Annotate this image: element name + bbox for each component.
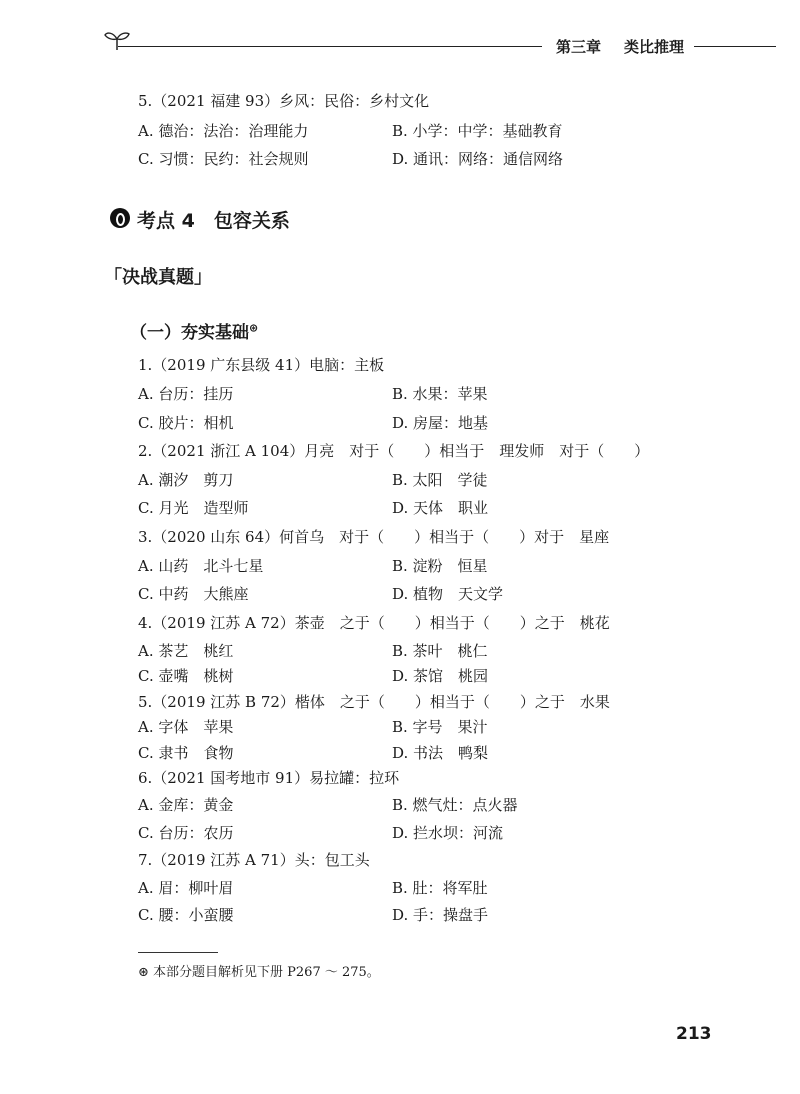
option-b: B. 肚：将军肚 — [392, 879, 488, 897]
option-c: C. 腰：小蛮腰 — [138, 906, 234, 924]
question-stem: 6.（2021 国考地市 91）易拉罐：拉环 — [138, 769, 400, 787]
option-b: B. 燃气灶：点火器 — [392, 796, 518, 814]
section-badge-icon — [110, 208, 130, 228]
option-a: A. 山药 北斗七星 — [138, 557, 264, 575]
subsection-title — [130, 318, 258, 343]
option-b: B. 茶叶 桃仁 — [392, 642, 488, 660]
option-d: D. 手：操盘手 — [392, 906, 489, 924]
option-c: C. 习惯：民约：社会规则 — [138, 150, 309, 168]
option-a: A. 台历：挂历 — [138, 385, 234, 403]
header-rule-left — [118, 46, 542, 47]
option-b: B. 水果：苹果 — [392, 385, 488, 403]
footnote: ⊛ 本部分题目解析见下册 P267 ～ 275。 — [138, 965, 380, 980]
option-a: A. 德治：法治：治理能力 — [138, 122, 309, 140]
section-title: 考点 4 包容关系 — [137, 210, 290, 232]
block-title: 「决战真题」 — [104, 267, 212, 288]
question-stem: 2.（2021 浙江 A 104）月亮 对于（ ）相当于 理发师 对于（ ） — [138, 442, 650, 460]
option-b: B. 太阳 学徒 — [392, 471, 488, 489]
option-a: A. 茶艺 桃红 — [138, 642, 234, 660]
header-rule-right — [694, 46, 776, 47]
option-b: B. 字号 果汁 — [392, 718, 488, 736]
option-c: C. 胶片：相机 — [138, 414, 234, 432]
option-a: A. 眉：柳叶眉 — [138, 879, 234, 897]
option-d: D. 房屋：地基 — [392, 414, 489, 432]
question-stem: 5.（2019 江苏 B 72）楷体 之于（ ）相当于（ ）之于 水果 — [138, 693, 610, 711]
option-d: D. 通讯：网络：通信网络 — [392, 150, 564, 168]
page-number: 213 — [676, 1024, 712, 1044]
option-c: C. 隶书 食物 — [138, 744, 234, 762]
question-stem: 3.（2020 山东 64）何首乌 对于（ ）相当于（ ）对于 星座 — [138, 528, 610, 546]
header-chapter: 第三章 — [556, 38, 602, 56]
subsection-label: （一）夯实基础 — [130, 323, 249, 343]
question-stem: 1.（2019 广东县级 41）电脑：主板 — [138, 356, 385, 374]
option-d: D. 植物 天文学 — [392, 585, 504, 603]
option-c: C. 中药 大熊座 — [138, 585, 249, 603]
option-a: A. 字体 苹果 — [138, 718, 234, 736]
footnote-mark-icon: ⊛ — [249, 321, 259, 335]
question-stem: 5.（2021 福建 93）乡风：民俗：乡村文化 — [138, 92, 430, 110]
option-b: B. 淀粉 恒星 — [392, 557, 488, 575]
option-d: D. 书法 鸭梨 — [392, 744, 489, 762]
header-topic: 类比推理 — [624, 38, 685, 56]
question-stem: 4.（2019 江苏 A 72）茶壶 之于（ ）相当于（ ）之于 桃花 — [138, 614, 610, 632]
question-stem: 7.（2019 江苏 A 71）头：包工头 — [138, 851, 370, 869]
option-c: C. 壶嘴 桃树 — [138, 667, 234, 685]
option-d: D. 茶馆 桃园 — [392, 667, 489, 685]
option-a: A. 潮汐 剪刀 — [138, 471, 234, 489]
option-a: A. 金库：黄金 — [138, 796, 234, 814]
option-d: D. 天体 职业 — [392, 499, 489, 517]
option-b: B. 小学：中学：基础教育 — [392, 122, 563, 140]
option-d: D. 拦水坝：河流 — [392, 824, 504, 842]
footnote-rule — [138, 952, 218, 953]
option-c: C. 月光 造型师 — [138, 499, 249, 517]
sprout-icon — [103, 28, 131, 52]
option-c: C. 台历：农历 — [138, 824, 234, 842]
